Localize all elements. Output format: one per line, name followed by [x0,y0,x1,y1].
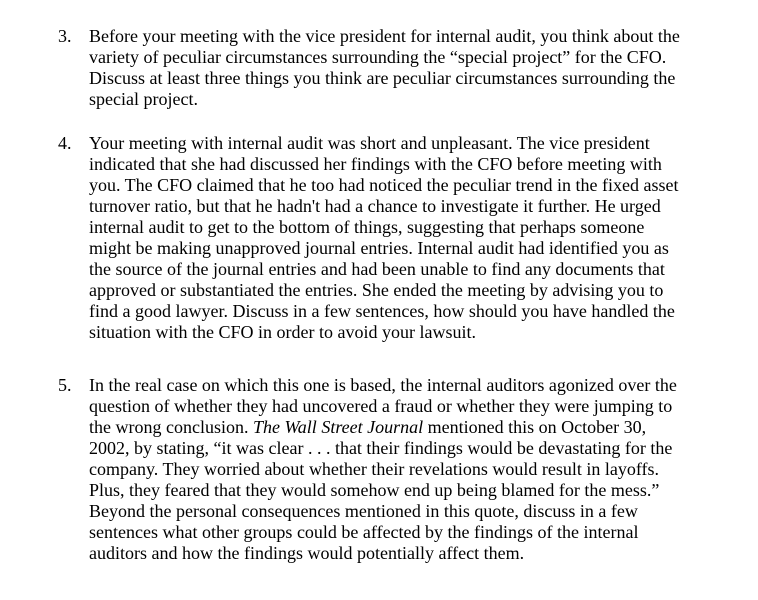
text-segment: the wrong conclusion. [89,417,249,437]
text-line: Discuss at least three things you think are peculiar circumstances surrounding the [89,68,676,88]
text-line: you. The CFO claimed that he too had noticed the peculiar trend in the fixed asset [89,175,679,195]
text-line: sentences what other groups could be affected by the findings of the internal [89,522,639,542]
question-number: 3. [58,26,72,46]
text-line: turnover ratio, but that he hadn't had a chance to investigate it further. He urged [89,196,661,216]
text-line: Plus, they feared that they would somehow end up being blamed for the mess.” [89,480,660,500]
text-line: Your meeting with internal audit was short and unpleasant. The vice president [89,133,650,153]
question-number: 4. [58,133,72,153]
text-line: variety of peculiar circumstances surrounding the “special project” for the CFO. [89,47,667,67]
text-line: might be making unapproved journal entries. Internal audit had identified you as [89,238,669,258]
question-text [89,375,749,564]
text-line: approved or substantiated the entries. She ended the meeting by advising you to [89,280,664,300]
text-line: 2002, by stating, “it was clear . . . that their findings would be devastating for the [89,438,673,458]
text-line: the source of the journal entries and had been unable to find any documents that [89,259,665,279]
text-line: Before your meeting with the vice president for internal audit, you think about the [89,26,680,46]
question-number: 5. [58,375,72,395]
question-text [89,133,749,343]
text-line-with-citation [89,417,749,438]
text-line: question of whether they had uncovered a fraud or whether they were jumping to [89,396,673,416]
text-line: special project. [89,89,198,109]
text-line: company. They worried about whether their revelations would result in layoffs. [89,459,660,479]
text-line: internal audit to get to the bottom of things, suggesting that perhaps someone [89,217,645,237]
text-segment: mentioned this on October 30, [427,417,647,437]
text-line: situation with the CFO in order to avoid your lawsuit. [89,322,476,342]
text-line: auditors and how the findings would potentially affect them. [89,543,525,563]
publication-title: The Wall Street Journal [252,417,424,437]
text-line: Beyond the personal consequences mentioned in this quote, discuss in a few [89,501,638,521]
text-line: In the real case on which this one is based, the internal auditors agonized over the [89,375,677,395]
text-line: find a good lawyer. Discuss in a few sentences, how should you have handled the [89,301,675,321]
question-text [89,26,749,110]
text-line: indicated that she had discussed her findings with the CFO before meeting with [89,154,662,174]
